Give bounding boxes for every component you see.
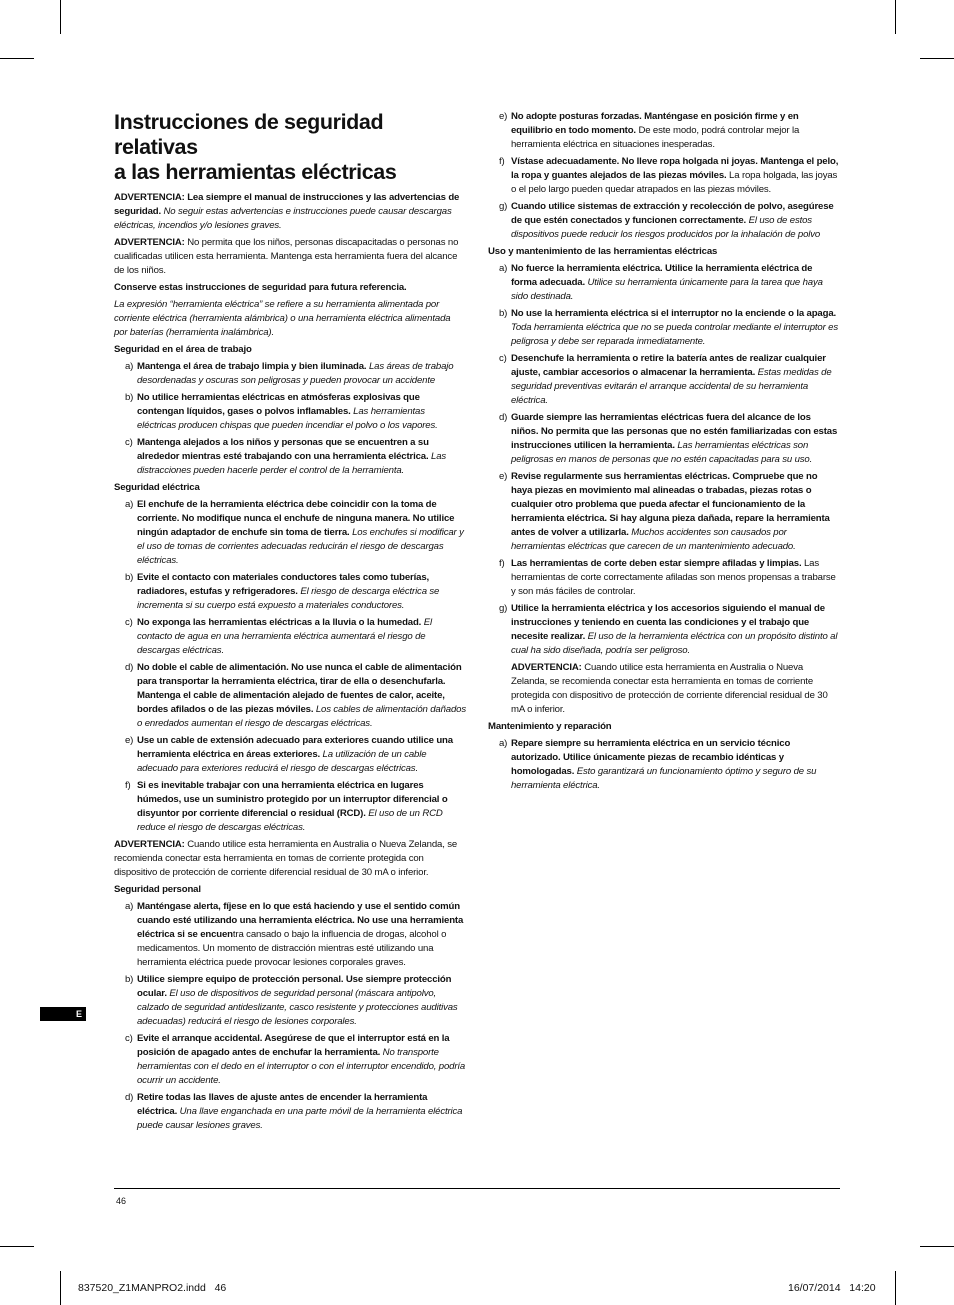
list-item-letter: b) (125, 392, 134, 403)
bold-text: Repare siempre su herramienta eléctrica en un servicio técnico autorizado. Utilice únicamente piezas de recambio idénticas y homologadas. (511, 738, 791, 777)
slug-date-time: 16/07/2014 14:20 (788, 1282, 876, 1294)
italic-text: Estas medidas de seguridad preventivas evitarán el arranque accidental de su herramienta eléctrica. (511, 367, 832, 406)
bold-text: No use la herramienta eléctrica si el interruptor no la enciende o la apaga. (511, 308, 837, 319)
list-item (114, 900, 466, 970)
list-item (114, 779, 466, 835)
slug-file-name: 837520_Z1MANPRO2.indd 46 (78, 1282, 227, 1294)
bold-text: Use un cable de extensión adecuado para exteriores cuando utilice una herramienta eléctrica en áreas exteriores. (137, 735, 453, 760)
list-item-letter: b) (499, 308, 508, 319)
italic-text: La utilización de un cable adecuado para exteriores reducirá el riesgo de descargas eléctricas. (137, 749, 427, 774)
language-tab: E (40, 1007, 86, 1021)
italic-text: Las distracciones pueden hacerle perder el control de la herramienta. (137, 451, 447, 476)
body-text: De este modo, podrá controlar mejor la herramienta eléctrica en situaciones inesperadas. (511, 125, 800, 150)
section-heading: Seguridad personal (114, 884, 201, 895)
bold-text: Utilice siempre equipo de protección personal. Use siempre protección ocular. (137, 974, 452, 999)
italic-text: Esto garantizará un funcionamiento óptimo y seguro de su herramienta eléctrica. (511, 766, 817, 791)
title-line-2: a las herramientas eléctricas (114, 160, 397, 184)
paragraph (114, 236, 466, 278)
crop-mark (0, 1246, 34, 1247)
list-item (114, 661, 466, 731)
list-item-letter: a) (125, 361, 134, 372)
list-item (488, 307, 840, 349)
italic-text: Toda herramienta eléctrica que no se pueda controlar mediante el interruptor es peligrosa y debe ser reparada inmediatamente. (511, 322, 838, 347)
bold-text: Cuando utilice sistemas de extracción y recolección de polvo, asegúrese de que estén conectados y funcionen correctamente. (511, 201, 834, 226)
bold-text: Vístase adecuadamente. No lleve ropa holgada ni joyas. Mantenga el pelo, la ropa y guantes alejados de las piezas móviles. (511, 156, 839, 181)
list-item-letter: a) (125, 499, 134, 510)
bold-text: Mantenga alejados a los niños y personas que se encuentren a su alrededor mientras esté trabajando con una herramienta eléctrica. (137, 437, 429, 462)
left-column-body (114, 191, 466, 1133)
body-text: Cuando utilice esta herramienta en Australia o Nueva Zelanda, se recomienda conectar esta herramienta en tomas de corriente protegida con dispositivo de protección de corriente diferencial residual de 30 mA o inferior. (511, 662, 828, 715)
bold-text: ADVERTENCIA: (114, 839, 185, 850)
list-item (114, 498, 466, 568)
bold-text: No exponga las herramientas eléctricas a la lluvia o la humedad. (137, 617, 422, 628)
list-item (488, 200, 840, 242)
italic-text: No transporte herramientas con el dedo en el interruptor o con el interruptor encendido, podría ocurrir un accidente. (137, 1047, 466, 1086)
left-column (114, 110, 466, 1136)
list-item-letter: d) (125, 662, 134, 673)
italic-text: Los cables de alimentación dañados o enredados aumentan el riesgo de descargas eléctricas. (137, 704, 466, 729)
bold-text: Evite el contacto con materiales conductores tales como tuberías, radiadores, estufas y refrigeradores. (137, 572, 430, 597)
list-item-letter: c) (499, 353, 507, 364)
bold-text: ADVERTENCIA: Lea siempre el manual de instrucciones y las advertencias de seguridad. (114, 192, 460, 217)
italic-text: El uso de un RCD reduce el riesgo de descargas eléctricas. (137, 808, 443, 833)
list-item-letter: a) (499, 738, 508, 749)
bold-text: Si es inevitable trabajar con una herramienta eléctrica en lugares húmedos, use un suministro protegido por un interruptor diferencial o disyuntor por corriente diferencial o residual (RCD). (137, 780, 448, 819)
list-item-letter: c) (125, 1033, 133, 1044)
italic-text: Las herramientas eléctricas son peligrosas en manos de personas que no estén capacitadas para su uso. (511, 440, 813, 465)
list-item (114, 616, 466, 658)
crop-mark (0, 58, 34, 59)
bold-text: Mantenga el área de trabajo limpia y bien iluminada. (137, 361, 367, 372)
paragraph (488, 661, 840, 717)
italic-text: El uso de estos dispositivos puede reducir los riesgos producidos por la inhalación de polvo (511, 215, 821, 240)
body-text: No permita que los niños, personas discapacitadas o personas no cualificadas utilicen esta herramienta. Mantenga esta herramienta fuera del alcance de los niños. (114, 237, 459, 276)
paragraph (114, 838, 466, 880)
italic-text: El contacto de agua en una herramienta eléctrica aumentará el riesgo de descargas eléctricas. (137, 617, 432, 656)
body-text: Las herramientas de corte correctamente afiladas son menos propensas a trabarse y son más fáciles de controlar. (511, 558, 836, 597)
list-item (114, 1091, 466, 1133)
list-item (114, 973, 466, 1029)
bold-text: Utilice la herramienta eléctrica y los accesorios siguiendo el manual de instrucciones y teniendo en cuenta las condiciones y el trabajo que necesite realizar. (511, 603, 825, 642)
list-item-letter: e) (499, 471, 508, 482)
bold-text: Retire todas las llaves de ajuste antes de encender la herramienta eléctrica. (137, 1092, 428, 1117)
page-title (114, 110, 466, 185)
list-item (488, 352, 840, 408)
crop-mark (60, 1271, 61, 1305)
footer-rule (114, 1188, 840, 1189)
title-line-1: Instrucciones de seguridad relativas (114, 110, 384, 159)
italic-text: Las áreas de trabajo desordenadas y oscuras son peligrosas y pueden provocar un accidente (137, 361, 454, 386)
list-item (114, 391, 466, 433)
bold-text: No doble el cable de alimentación. No use nunca el cable de alimentación para transportar la herramienta eléctrica, tirar de ella o desenchufarla. Mantenga el cable de alimentación alejado de fuentes de calor, aceite, bordes afilados o de las piezas móviles. (137, 662, 462, 715)
list-item (488, 262, 840, 304)
list-item (114, 1032, 466, 1088)
body-text: Cuando utilice esta herramienta en Australia o Nueva Zelanda, se recomienda conectar esta herramienta en tomas de corriente protegida con dispositivo de protección de corriente diferencial residual de 30 mA o inferior. (114, 839, 458, 878)
list-item-letter: d) (125, 1092, 134, 1103)
section-heading: Uso y mantenimiento de las herramientas eléctricas (488, 246, 718, 257)
list-item-letter: b) (125, 572, 134, 583)
bold-text: ADVERTENCIA: (114, 237, 185, 248)
list-item (114, 360, 466, 388)
crop-mark (895, 1271, 896, 1305)
italic-text: Muchos accidentes son causados por herramientas eléctricas que carecen de un mantenimiento adecuado. (511, 527, 796, 552)
italic-text: Una llave enganchada en una parte móvil de la herramienta eléctrica puede causar lesiones graves. (137, 1106, 463, 1131)
italic-text: Las herramientas eléctricas producen chispas que pueden incendiar el polvo o los vapores. (137, 406, 438, 431)
list-item-letter: a) (125, 901, 134, 912)
list-item-letter: b) (125, 974, 134, 985)
crop-mark (895, 0, 896, 34)
list-item-letter: f) (499, 558, 505, 569)
crop-mark (920, 58, 954, 59)
right-column (488, 110, 840, 796)
list-item (488, 557, 840, 599)
body-text: La ropa holgada, las joyas o el pelo largo pueden quedar atrapados en las piezas móviles. (511, 170, 838, 195)
list-item (488, 155, 840, 197)
paragraph (114, 191, 466, 233)
list-item-letter: c) (125, 617, 133, 628)
section-heading: Seguridad en el área de trabajo (114, 344, 252, 355)
bold-text: Revise regularmente sus herramientas eléctricas. Compruebe que no haya piezas en movimiento mal alineadas o trabadas, piezas rotas o cualquier otro problema que pueda afectar el funcionamiento de la herramienta eléctrica. Si hay alguna pieza dañada, repare la herramienta antes de volver a utilizarla. (511, 471, 830, 538)
list-item (114, 571, 466, 613)
list-item-letter: e) (125, 735, 134, 746)
list-item (114, 436, 466, 478)
list-item (488, 737, 840, 793)
page-number: 46 (116, 1196, 127, 1206)
list-item-letter: e) (499, 111, 508, 122)
bold-text: Guarde siempre las herramientas eléctricas fuera del alcance de los niños. No permita que las personas que no estén familiarizadas con estas instrucciones utilicen la herramienta. (511, 412, 838, 451)
section-heading: Conserve estas instrucciones de seguridad para futura referencia. (114, 282, 407, 293)
list-item (488, 470, 840, 554)
list-item (114, 734, 466, 776)
italic-text: El uso de dispositivos de seguridad personal (máscara antipolvo, calzado de seguridad antideslizante, casco resistente y protecciones auditivas adecuadas) reducirá el riesgo de lesiones corporales. (137, 988, 458, 1027)
bold-text: Evite el arranque accidental. Asegúrese de que el interruptor está en la posición de apagado antes de enchufar la herramienta. (137, 1033, 450, 1058)
bold-text: No fuerce la herramienta eléctrica. Utilice la herramienta eléctrica de forma adecuada. (511, 263, 813, 288)
section-heading: Seguridad eléctrica (114, 482, 200, 493)
list-item-letter: g) (499, 201, 508, 212)
bold-text: No adopte posturas forzadas. Manténgase en posición firme y en equilibrio en todo momento. (511, 111, 799, 136)
bold-text: El enchufe de la herramienta eléctrica debe coincidir con la toma de corriente. No modifique nunca el enchufe de ninguna manera. No utilice ningún adaptador de enchufe sin toma de tierra. (137, 499, 455, 538)
italic-text: Los enchufes si modificar y el uso de tomas de corrientes adecuadas reducirán el riesgo de descargas eléctricas. (137, 527, 464, 566)
italic-text: El uso de la herramienta eléctrica con un propósito distinto al cual ha sido diseñada, podría ser peligroso. (511, 631, 838, 656)
list-item-letter: a) (499, 263, 508, 274)
bold-text: No utilice herramientas eléctricas en atmósferas explosivas que contengan líquidos, gases o polvos inflamables. (137, 392, 420, 417)
list-item-letter: d) (499, 412, 508, 423)
list-item (488, 411, 840, 467)
bold-text: Desenchufe la herramienta o retire la batería antes de realizar cualquier ajuste, cambiar accesorios o almacenar la herramienta. (511, 353, 826, 378)
italic-text: Utilice su herramienta únicamente para la tarea que haya sido destinada. (511, 277, 823, 302)
body-text: tra cansado o bajo la influencia de drogas, alcohol o medicamentos. Un momento de distracción mientras esté utilizando una herramienta eléctrica puede provocar lesiones corporales graves. (137, 929, 447, 968)
crop-mark (60, 0, 61, 34)
right-column-body (488, 110, 840, 793)
paragraph (114, 298, 466, 340)
list-item (488, 602, 840, 658)
list-item-letter: f) (125, 780, 131, 791)
crop-mark (920, 1246, 954, 1247)
italic-text: El riesgo de descarga eléctrica se incrementa si su cuerpo está expuesto a materiales conductores. (137, 586, 440, 611)
list-item-letter: c) (125, 437, 133, 448)
bold-text: ADVERTENCIA: (511, 662, 582, 673)
bold-text: Las herramientas de corte deben estar siempre afiladas y limpias. (511, 558, 802, 569)
list-item-letter: f) (499, 156, 505, 167)
list-item (488, 110, 840, 152)
section-heading: Mantenimiento y reparación (488, 721, 612, 732)
list-item-letter: g) (499, 603, 508, 614)
italic-text: No seguir estas advertencias e instrucciones puede causar descargas eléctricas, incendios y/o lesiones graves. (114, 206, 452, 231)
bold-text: Manténgase alerta, fíjese en lo que está haciendo y use el sentido común cuando esté utilizando una herramienta eléctrica. No use una herramienta eléctrica si se encuen (137, 901, 464, 940)
italic-text: La expresión “herramienta eléctrica” se refiere a su herramienta alimentada por corriente eléctrica (herramienta alámbrica) o una herramienta eléctrica alimentada por baterías (herramienta inalámbrica). (114, 299, 451, 338)
